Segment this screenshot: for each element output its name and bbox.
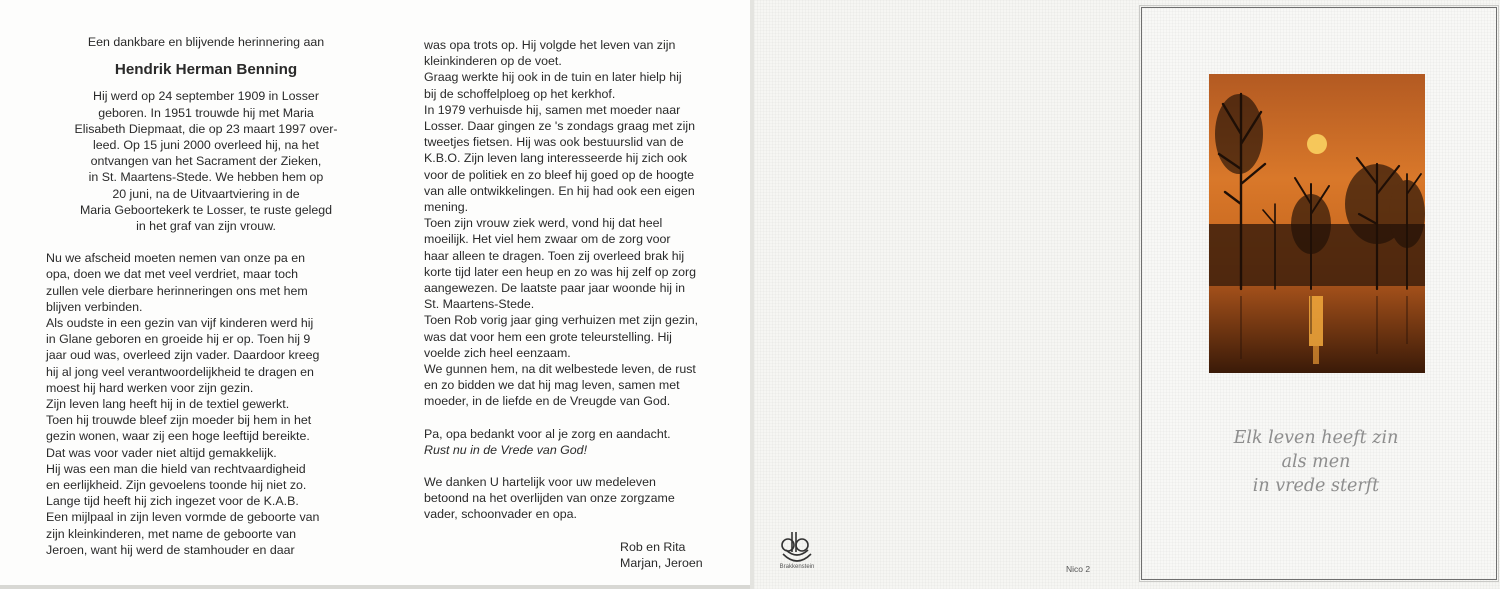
story-line: en eerlijkheid. Zijn gevoelens toonde hij niet zo. xyxy=(46,478,307,493)
gratitude-line: We danken U hartelijk voor uw medeleven xyxy=(424,475,656,490)
bio-line: in St. Maartens-Stede. We hebben hem op xyxy=(88,170,324,185)
story-line: van alle ontwikkelingen. En hij had ook een eigen xyxy=(424,183,695,198)
story-line: Nu we afscheid moeten nemen van onze pa en xyxy=(46,251,305,266)
story-line: zijn kleinkinderen, met name de geboorte van xyxy=(46,526,297,541)
story-line: was opa trots op. Hij volgde het leven van zijn xyxy=(424,38,676,52)
right-column xyxy=(424,37,716,571)
story-line: moeder, in de liefde en de Vreugde van God. xyxy=(424,394,671,409)
story-line: In 1979 verhuisde hij, samen met moeder naar xyxy=(424,102,681,117)
story-line: moeilijk. Het viel hem zwaar om de zorg voor xyxy=(424,232,671,247)
story-line: Toen zijn vrouw ziek werd, vond hij dat heel xyxy=(424,216,663,231)
story-line: haar alleen te dragen. Toen zij overleed brak hij xyxy=(424,248,685,263)
quote-line: in vrede sterft xyxy=(1252,476,1380,496)
bio-line: Hij werd op 24 september 1909 in Losser xyxy=(93,89,319,104)
story-line: Jeroen, want hij werd de stamhouder en daar xyxy=(46,542,295,557)
story-line: bij de schoffelploeg op het kerkhof. xyxy=(424,86,616,101)
gratitude-line: betoond na het overlijden van onze zorgzame xyxy=(424,491,675,506)
story-line: in Glane geboren en groeide hij er op. Toen hij 9 xyxy=(46,332,311,347)
story-line: Als oudste in een gezin van vijf kinderen werd hij xyxy=(46,316,314,331)
story-line: aangewezen. De laatste paar jaar woonde hij in xyxy=(424,281,686,296)
front-quote xyxy=(1196,426,1436,498)
story-line: was dat voor hem een grote teleurstelling. Hij xyxy=(424,329,672,344)
quote-line: Elk leven heeft zin xyxy=(1233,428,1399,448)
deceased-name: Hendrik Herman Benning xyxy=(114,61,298,79)
story-line: opa, doen we dat met veel verdriet, maar toch xyxy=(46,267,299,282)
bio-line: in het graf van zijn vrouw. xyxy=(136,219,276,234)
story-line: Een mijlpaal in zijn leven vormde de geboorte van xyxy=(46,510,320,525)
story-line: Zijn leven lang heeft hij in de textiel gewerkt. xyxy=(46,397,290,412)
card-code: Nico 2 xyxy=(1066,564,1091,574)
bio-line: Elisabeth Diepmaat, die op 23 maart 1997 over- xyxy=(74,121,338,136)
story-line: korte tijd later een heup en zo was hij zelf op zorg xyxy=(424,264,697,279)
story-line: We gunnen hem, na dit welbestede leven, de rust xyxy=(424,362,696,377)
story-line: voor de politiek en zo bleef hij goed op de hoogte xyxy=(424,167,695,182)
story-line: Lange tijd heeft hij zich ingezet voor de K.A.B. xyxy=(46,494,299,509)
story-line: Hij was een man die hield van rechtvaardigheid xyxy=(46,461,306,476)
story-line: St. Maartens-Stede. xyxy=(424,297,535,312)
biography-block xyxy=(46,88,366,234)
signature-line: Rob en Rita xyxy=(620,539,686,554)
signature-block xyxy=(620,539,716,571)
rest-in-peace-line: Rust nu in de Vrede van God! xyxy=(424,442,588,457)
thanks-line: Pa, opa bedankt voor al je zorg en aandacht. xyxy=(424,426,671,441)
story-block-right xyxy=(424,37,716,410)
gratitude-line: vader, schoonvader en opa. xyxy=(424,507,577,522)
bio-line: Maria Geboortekerk te Losser, te ruste gelegd xyxy=(79,202,333,217)
paper-edge xyxy=(0,585,752,589)
story-line: Toen hij trouwde bleef zijn moeder bij hem in het xyxy=(46,413,312,428)
quote-line: als men xyxy=(1281,452,1351,472)
publisher-name: Brakkenstein xyxy=(779,564,815,570)
story-line: gezin wonen, waar zij een hoge leeftijd bereikte. xyxy=(46,429,310,444)
story-line: Toen Rob vorig jaar ging verhuizen met zijn gezin, xyxy=(424,313,699,328)
story-line: en zo bidden we dat hij mag leven, samen met xyxy=(424,378,680,393)
story-line: voelde zich heel eenzaam. xyxy=(424,345,571,360)
bio-line: geboren. In 1951 trouwde hij met Maria xyxy=(98,105,314,120)
story-line: tweetjes fietsen. Hij was ook bestuurslid van de xyxy=(424,135,684,150)
bio-line: ontvangen van het Sacrament der Zieken, xyxy=(90,154,322,169)
left-column xyxy=(46,34,366,558)
story-line: Losser. Daar gingen ze 's zondags graag met zijn xyxy=(424,119,695,134)
signature-line: Marjan, Jeroen xyxy=(620,555,703,570)
story-line: kleinkinderen op de voet. xyxy=(424,54,562,69)
story-line: Graag werkte hij ook in de tuin en later hielp hij xyxy=(424,70,682,85)
story-block-left xyxy=(46,250,366,558)
gratitude-block xyxy=(424,474,716,523)
story-line: zullen vele dierbare herinneringen ons met hem xyxy=(46,283,308,298)
story-line: blijven verbinden. xyxy=(46,299,143,314)
intro-line: Een dankbare en blijvende herinnering aan xyxy=(87,35,325,49)
story-line: K.B.O. Zijn leven lang interesseerde hij zich ook xyxy=(424,151,688,166)
story-line: Dat was voor vader niet altijd gemakkelijk. xyxy=(46,445,277,460)
sunset-trees-river-photo xyxy=(1209,74,1425,373)
story-line: jaar oud was, overleed zijn vader. Daardoor kreeg xyxy=(46,348,320,363)
story-line: moest hij hard werken voor zijn gezin. xyxy=(46,380,254,395)
story-line: hij al jong veel verantwoordelijkheid te dragen en xyxy=(46,364,314,379)
bio-line: leed. Op 15 juni 2000 overleed hij, na het xyxy=(93,138,319,153)
story-line: mening. xyxy=(424,200,469,215)
bio-line: 20 juni, na de Uitvaartviering in de xyxy=(112,186,300,201)
